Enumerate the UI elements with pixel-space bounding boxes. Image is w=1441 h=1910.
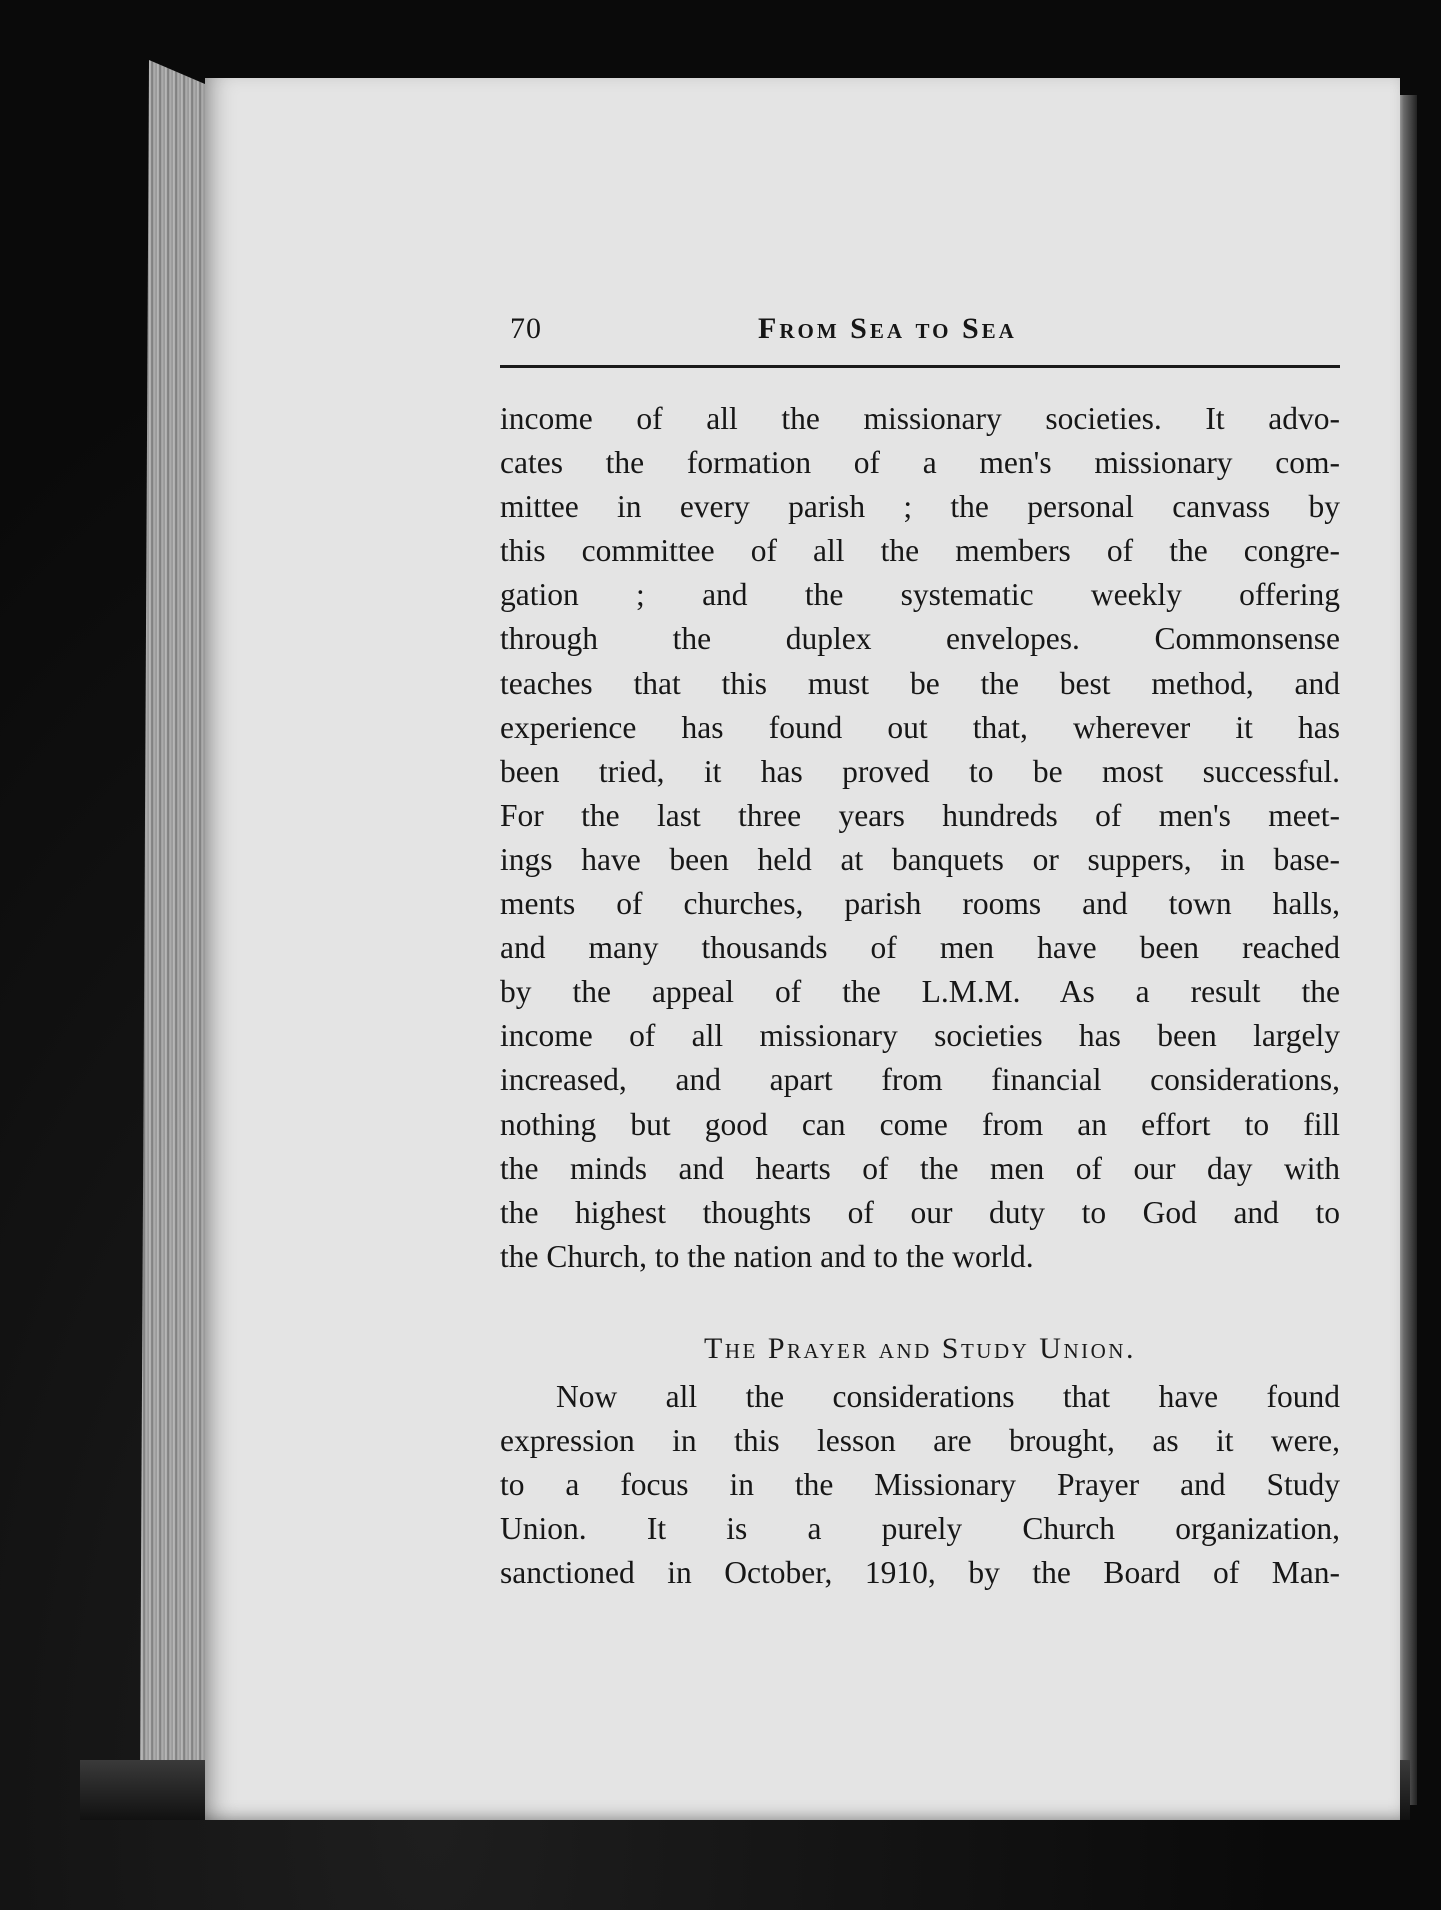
text-line: gation ; and the systematic weekly offering (500, 577, 1340, 613)
text-line: this committee of all the members of the congre- (500, 533, 1340, 569)
text-line: the highest thoughts of our duty to God and to (500, 1194, 1340, 1230)
text-line: been tried, it has proved to be most successful. (500, 753, 1340, 789)
text-line: and many thousands of men have been reached (500, 930, 1340, 966)
text-line: by the appeal of the L.M.M. As a result the (500, 974, 1340, 1010)
text-line: expression in this lesson are brought, as it were, (500, 1423, 1340, 1459)
text-line: the minds and hearts of the men of our day with (500, 1150, 1340, 1186)
text-line: mittee in every parish ; the personal canvass by (500, 489, 1340, 525)
running-head (510, 312, 1340, 362)
text-line: income of all the missionary societies. It advo- (500, 401, 1340, 436)
text-line: teaches that this must be the best method, and (500, 665, 1340, 701)
text-line: increased, and apart from financial considerations, (500, 1062, 1340, 1098)
section-heading: The Prayer and Study Union. (704, 1332, 1136, 1365)
text-line: experience has found out that, wherever it has (500, 709, 1340, 745)
header-rule (500, 365, 1340, 368)
page-number: 70 (510, 312, 542, 345)
text-line: Now all the considerations that have found (556, 1379, 1340, 1414)
paragraph-1 (500, 397, 1340, 1279)
text-line: sanctioned in October, 1910, by the Board of Man- (500, 1555, 1340, 1591)
text-line: ments of churches, parish rooms and town halls, (500, 886, 1340, 922)
text-line: nothing but good can come from an effort to fill (500, 1106, 1340, 1142)
text-line: cates the formation of a men's missionary com- (500, 445, 1340, 481)
paragraph-2 (500, 1375, 1340, 1595)
running-title: From Sea to Sea (758, 312, 1017, 345)
text-line: the Church, to the nation and to the world. (500, 1238, 1034, 1274)
text-line: to a focus in the Missionary Prayer and Study (500, 1467, 1340, 1503)
text-line: ings have been held at banquets or suppers, in base- (500, 841, 1340, 877)
text-line: Union. It is a purely Church organization, (500, 1511, 1340, 1547)
text-line: income of all missionary societies has been largely (500, 1018, 1340, 1054)
text-line: through the duplex envelopes. Commonsense (500, 621, 1340, 657)
text-line: For the last three years hundreds of men's meet- (500, 797, 1340, 833)
